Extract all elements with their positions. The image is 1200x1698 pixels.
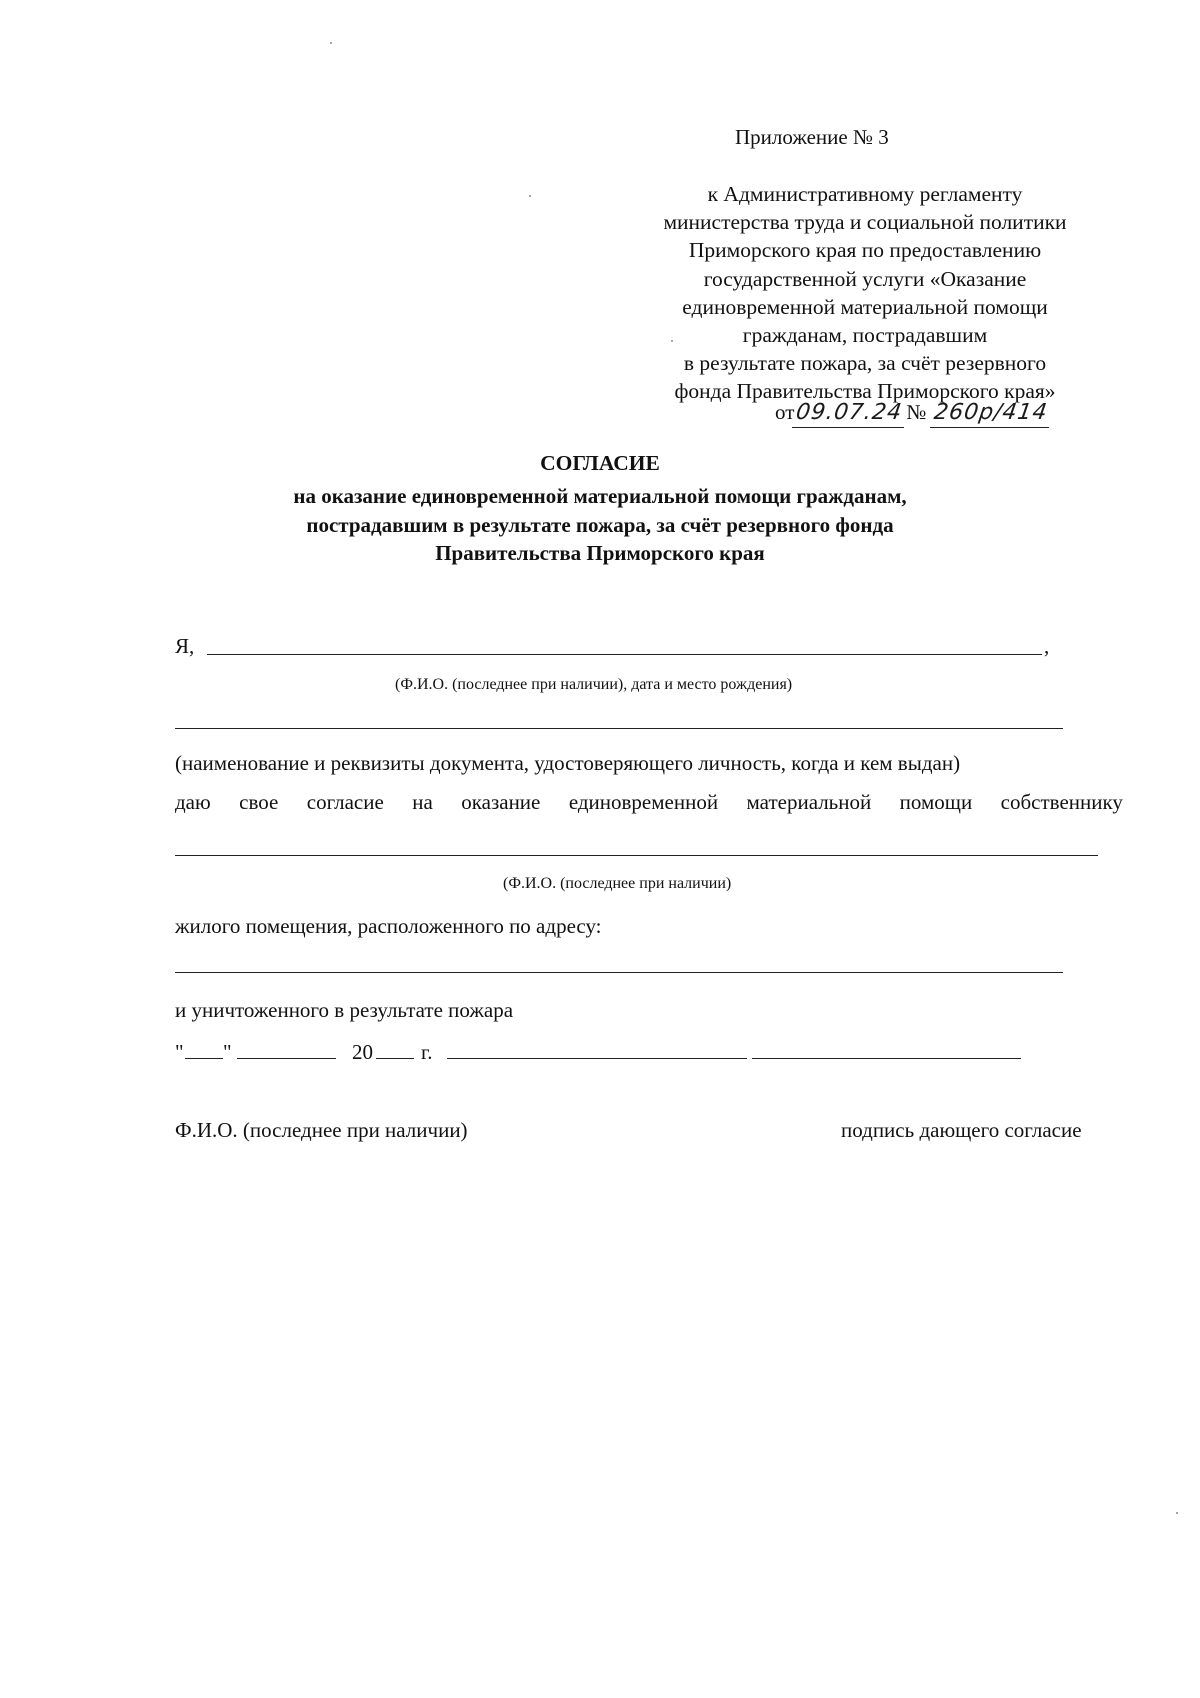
appendix-line: единовременной материальной помощи <box>682 294 1048 319</box>
consent-word: свое <box>239 790 279 814</box>
appendix-line: министерства труда и социальной политики <box>663 210 1067 235</box>
footer-signature-label: подпись дающего согласие <box>841 1118 1082 1142</box>
subtitle-line: на оказание единовременной материальной помощи гражданам, <box>293 484 907 508</box>
consent-word: единовременной <box>568 790 719 814</box>
caption-owner-fio: (Ф.И.О. (последнее при наличии) <box>503 875 732 892</box>
month-field[interactable] <box>237 1058 336 1059</box>
appendix-title: Приложение № 3 <box>735 125 889 149</box>
owner-fio-field[interactable] <box>175 855 1098 856</box>
document-title: СОГЛАСИЕ <box>540 451 660 475</box>
scan-speck <box>330 42 332 44</box>
day-field[interactable] <box>185 1058 223 1059</box>
i-label: Я, <box>175 634 195 658</box>
destroyed-text: и уничтоженного в результате пожара <box>175 998 514 1022</box>
subtitle-line: Правительства Приморского края <box>435 541 765 565</box>
year-prefix: 20 <box>352 1040 373 1064</box>
date-prefix: от <box>775 400 795 424</box>
signature-field[interactable] <box>752 1058 1021 1059</box>
caption-document: (наименование и реквизиты документа, удостоверяющего личность, когда и кем выдан) <box>175 751 961 775</box>
date-quote-close: " <box>223 1040 232 1064</box>
consent-word: собственнику <box>1000 790 1123 814</box>
scan-speck <box>529 195 531 197</box>
caption-fio-birth: (Ф.И.О. (последнее при наличии), дата и место рождения) <box>395 676 793 693</box>
consent-word: даю <box>175 790 211 814</box>
document-subtitle <box>240 482 960 568</box>
number-prefix: № <box>906 400 927 424</box>
consent-word: на <box>412 790 433 814</box>
handwritten-date: 09.07.24 <box>792 399 908 428</box>
footer-fio-label: Ф.И.О. (последнее при наличии) <box>175 1118 468 1142</box>
dwelling-text: жилого помещения, расположенного по адресу: <box>175 914 602 938</box>
scan-speck <box>671 340 673 342</box>
handwritten-number: 260р/414 <box>930 399 1053 428</box>
consent-word: помощи <box>899 790 973 814</box>
consent-word: согласие <box>306 790 384 814</box>
appendix-reference <box>630 180 1100 406</box>
appendix-line: к Административному регламенту <box>707 182 1023 206</box>
appendix-line: государственной услуги «Оказание <box>703 266 1027 291</box>
fio-birth-field[interactable] <box>207 654 1042 655</box>
appendix-line: фонда Правительства Приморского края» <box>674 379 1056 404</box>
subtitle-line: пострадавшим в результате пожара, за счёт резервного фонда <box>306 512 894 537</box>
appendix-line: в результате пожара, за счёт резервного <box>683 351 1047 376</box>
date-quote-open: " <box>175 1040 184 1064</box>
consent-word: оказание <box>461 790 541 814</box>
consent-statement <box>175 788 1123 816</box>
comma: , <box>1044 634 1050 658</box>
appendix-date-line <box>775 398 1075 428</box>
year-suffix: г. <box>421 1040 433 1064</box>
address-field[interactable] <box>175 972 1063 973</box>
appendix-line: гражданам, пострадавшим <box>742 323 988 348</box>
year-field[interactable] <box>376 1058 414 1059</box>
scan-speck <box>1176 1512 1178 1514</box>
consent-word: материальной <box>746 790 872 814</box>
appendix-line: Приморского края по предоставлению <box>688 238 1042 263</box>
identity-document-field[interactable] <box>175 728 1063 729</box>
name-field[interactable] <box>447 1058 747 1059</box>
